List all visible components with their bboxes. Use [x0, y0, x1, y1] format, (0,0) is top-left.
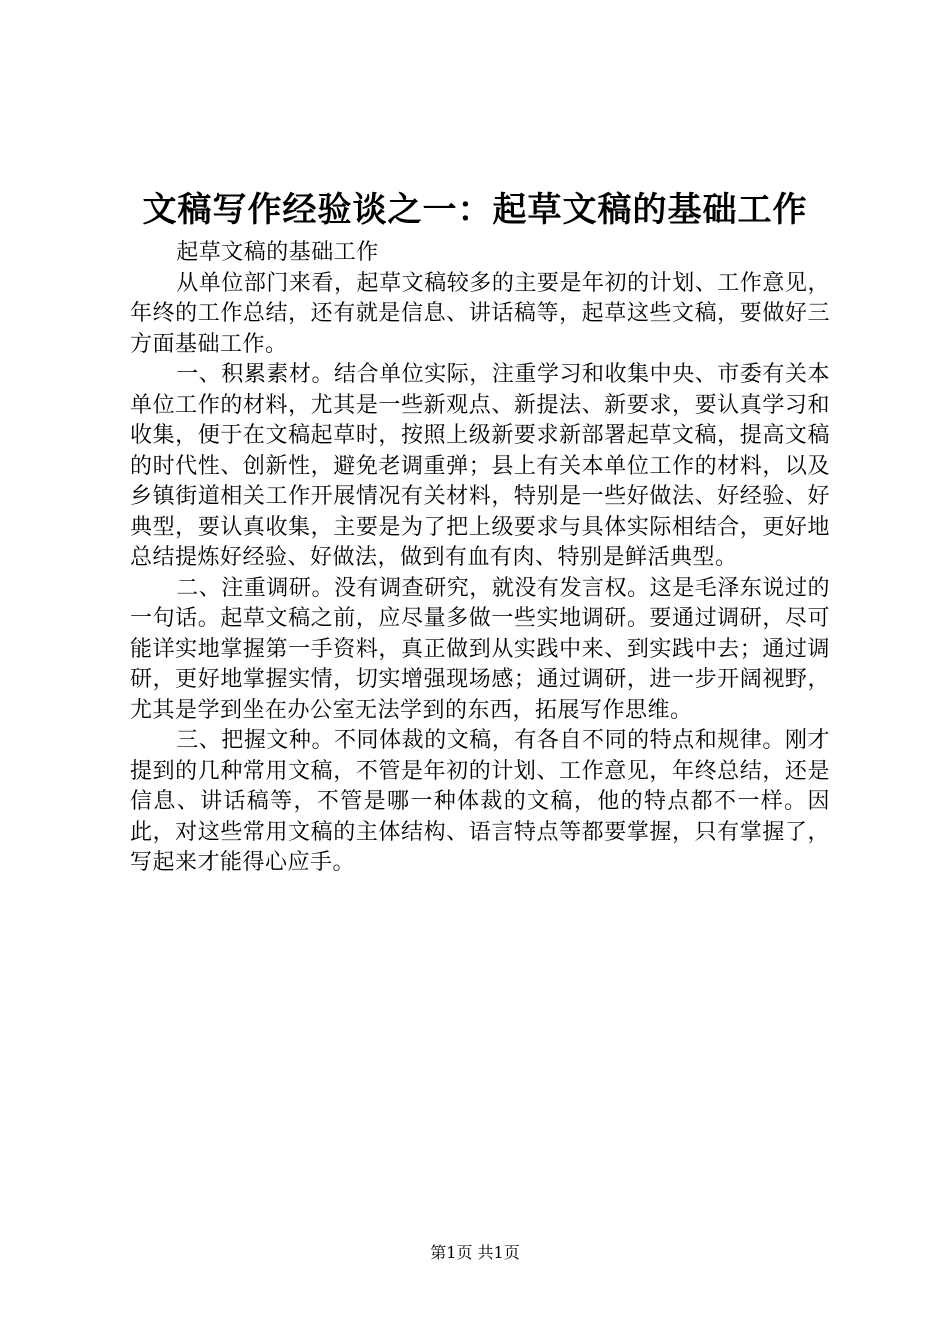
body-paragraph-intro: 从单位部门来看，起草文稿较多的主要是年初的计划、工作意见，年终的工作总结，还有就是信息、讲话稿等，起草这些文稿，要做好三方面基础工作。: [130, 270, 830, 357]
body-paragraph-section-3: 三、把握文种。不同体裁的文稿，有各自不同的特点和规律。刚才提到的几种常用文稿，不管是年初的计划、工作意见，年终总结，还是信息、讲话稿等，不管是哪一种体裁的文稿，他的特点都不一样。因此，对这些常用文稿的主体结构、语言特点等都要掌握，只有掌握了，写起来才能得心应手。: [130, 728, 830, 875]
body-paragraph-subtitle: 起草文稿的基础工作: [176, 240, 379, 265]
body-paragraph-section-1: 一、积累素材。结合单位实际，注重学习和收集中央、市委有关本单位工作的材料，尤其是一些新观点、新提法、新要求，要认真学习和收集，便于在文稿起草时，按照上级新要求新部署起草文稿，提高文稿的时代性、创新性，避免老调重弹；县上有关本单位工作的材料，以及乡镇街道相关工作开展情况有关材料，特别是一些好做法、好经验、好典型，要认真收集，主要是为了把上级要求与具体实际相结合，更好地总结提炼好经验、好做法，做到有血有肉、特别是鲜活典型。: [130, 362, 830, 570]
body-paragraph-section-2: 二、注重调研。没有调查研究，就没有发言权。这是毛泽东说过的一句话。起草文稿之前，应尽量多做一些实地调研。要通过调研，尽可能详实地掌握第一手资料，真正做到从实践中来、到实践中去；通过调研，更好地掌握实情，切实增强现场感；通过调研，进一步开阔视野，尤其是学到坐在办公室无法学到的东西，拓展写作思维。: [130, 575, 830, 723]
document-body: [130, 238, 830, 879]
page-number-footer: 第1页 共1页: [430, 1243, 520, 1262]
document-title: 文稿写作经验谈之一：起草文稿的基础工作: [142, 190, 808, 230]
